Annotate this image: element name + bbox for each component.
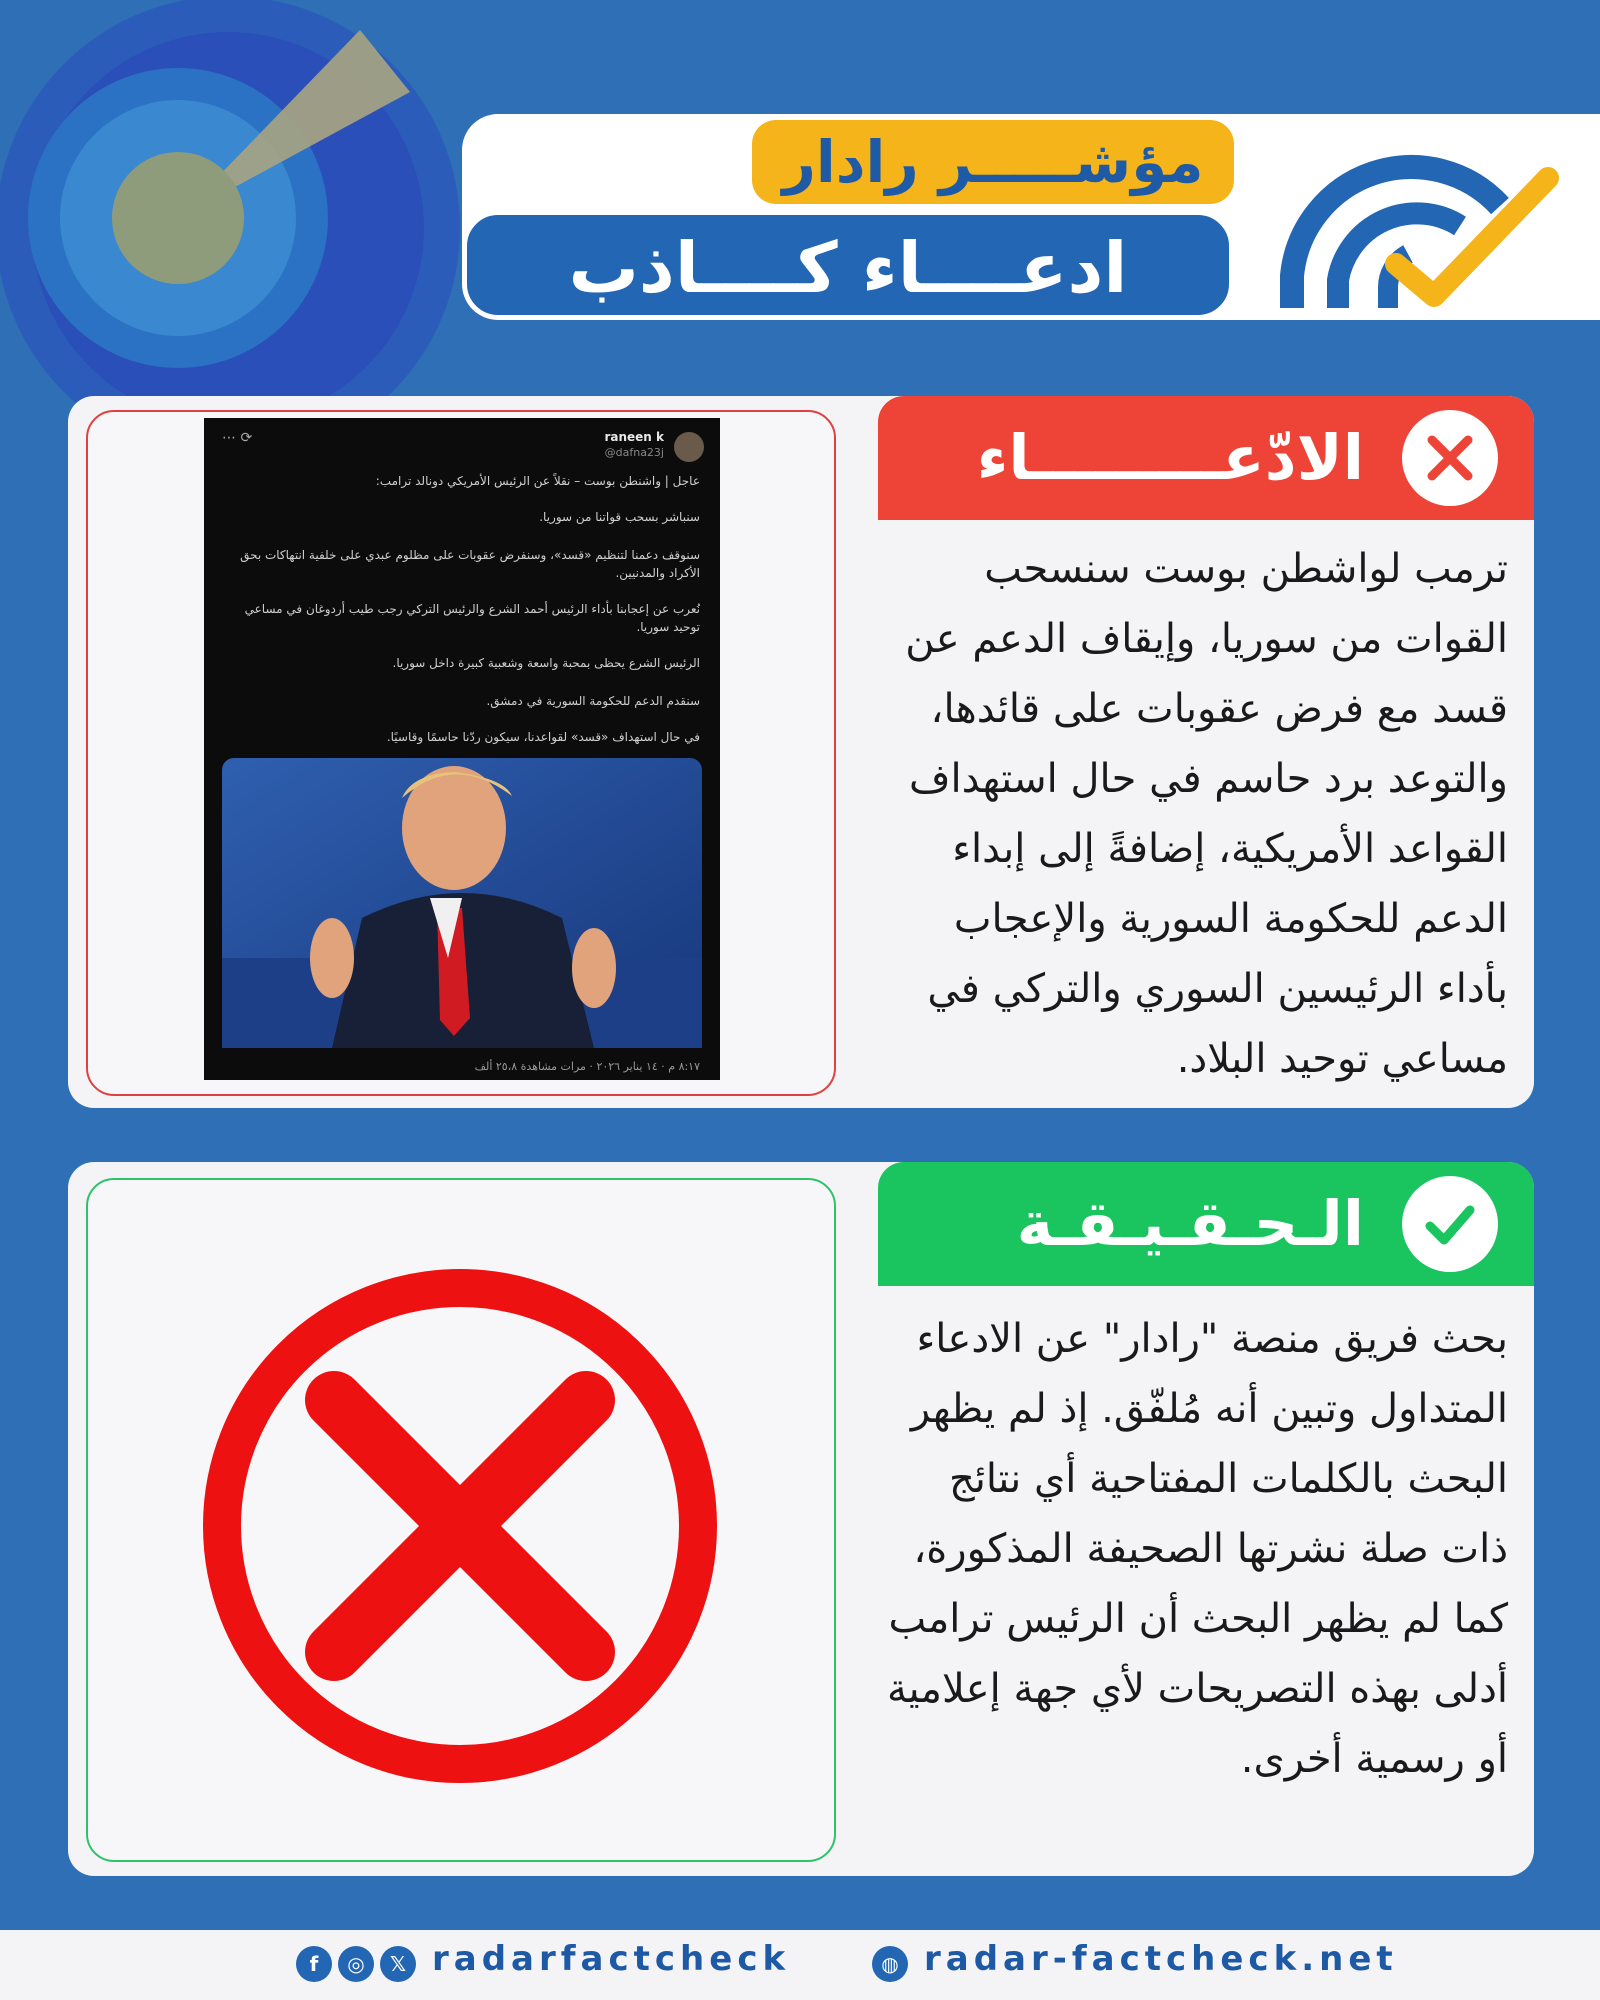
tweet-footer: ٨:١٧ م · ١٤ يناير ٢٠٢٦ · مرات مشاهدة ٢٥،٨ ألف: [474, 1060, 700, 1073]
tweet-line: سنباشر بسحب قواتنا من سوريا.: [539, 510, 700, 524]
tweet-line: سنقدم الدعم للحكومة السورية في دمشق.: [486, 694, 700, 708]
tweet-screenshot: [204, 418, 720, 1080]
x-icon[interactable]: 𝕏: [380, 1946, 416, 1982]
tweet-line: في حال استهداف «قسد» لقواعدنا، سيكون ردّنا حاسمًا وقاسيًا.: [386, 730, 700, 744]
tweet-line: سنوقف دعمنا لتنظيم «قسد»، وسنفرض عقوبات على مظلوم عبدي على خلفية انتهاكات بحق الأكراد والمدنيين.: [240, 548, 700, 580]
footer: [0, 1930, 1600, 2000]
instagram-icon[interactable]: ◎: [338, 1946, 374, 1982]
radar-graphic: [0, 0, 470, 440]
facebook-icon[interactable]: f: [296, 1946, 332, 1982]
claim-title: الادّعـــــــــاء: [976, 421, 1364, 494]
truth-check-badge: [1402, 1176, 1498, 1272]
claim-banner: [878, 396, 1534, 520]
trump-photo: [222, 758, 702, 1048]
truth-title: الـحـقـيـقـة: [1016, 1187, 1364, 1260]
false-x-mark-icon: [200, 1266, 720, 1786]
website-link[interactable]: radar-factcheck.net: [924, 1939, 1398, 1979]
indicator-label: مؤشـــــر رادار: [752, 120, 1234, 204]
tweet-line: عاجل | واشنطن بوست – نقلاً عن الرئيس الأمريكي دونالد ترامب:: [375, 474, 700, 488]
tweet-user: raneen k: [604, 430, 664, 444]
globe-icon: ◍: [872, 1946, 908, 1982]
x-icon: [1402, 410, 1498, 506]
verdict-badge: ادعــــاء كــــاذب: [464, 212, 1232, 318]
tweet-avatar: [674, 432, 704, 462]
truth-text: بحث فريق منصة "رادار" عن الادعاء المتداول وتبين أنه مُلفّق. إذ لم يظهر البحث بالكلمات المفتاحية أي نتائج ذات صلة نشرتها الصحيفة المذكورة، كما لم يظهر البحث أن الرئيس ترامب أدلى بهذه التصريحات لأي جهة إعلامية أو رسمية أخرى.: [887, 1316, 1508, 1782]
truth-image-frame: [86, 1178, 836, 1862]
tweet-line: الرئيس الشرع يحظى بمحبة واسعة وشعبية كبيرة داخل سوريا.: [392, 656, 700, 670]
social-handle[interactable]: radarfactcheck: [432, 1939, 791, 1979]
tweet-line: نُعرب عن إعجابنا بأداء الرئيس أحمد الشرع والرئيس التركي رجب طيب أردوغان في مساعي توحيد سوريا.: [244, 602, 700, 634]
truth-banner: [878, 1162, 1534, 1286]
claim-x-badge: [1402, 410, 1498, 506]
more-icon: ⋯ ⟳: [222, 430, 253, 446]
claim-text: ترمب لواشطن بوست سنسحب القوات من سوريا، وإيقاف الدعم عن قسد مع فرض عقوبات على قائدها، والتوعد برد حاسم في حال استهداف القواعد الأمريكية، إضافةً إلى إبداء الدعم للحكومة السورية والإعجاب بأداء الرئيسين السوري والتركي في مساعي توحيد البلاد.: [905, 546, 1508, 1082]
check-icon: [1402, 1176, 1498, 1272]
radar-logo-icon: [1268, 126, 1568, 316]
tweet-handle: @dafna23j: [604, 446, 664, 459]
